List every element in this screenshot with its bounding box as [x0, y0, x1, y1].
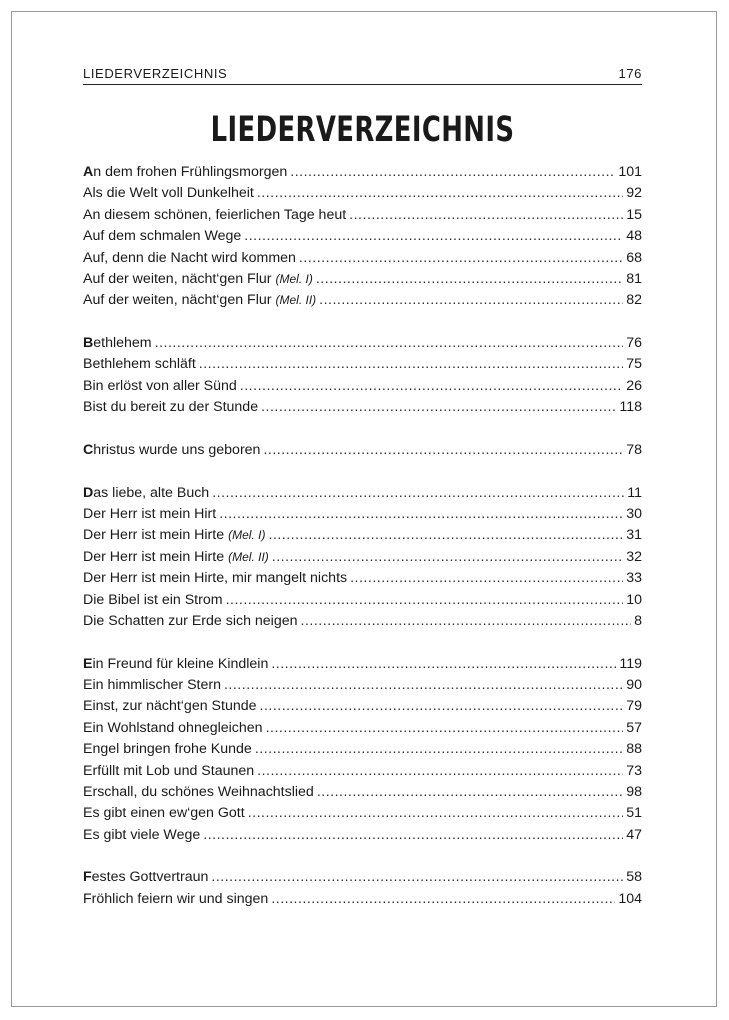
- dot-leader: [272, 547, 623, 568]
- page-number: 8: [634, 612, 642, 629]
- dot-leader: [219, 504, 623, 525]
- dot-leader: [248, 803, 624, 824]
- running-header: [83, 66, 642, 85]
- toc-entry: [83, 440, 642, 461]
- song-title: [83, 889, 268, 910]
- song-title: [83, 248, 296, 269]
- melody-note: (Mel. II): [228, 549, 269, 564]
- toc-entry: [83, 590, 642, 611]
- page-number: 10: [626, 591, 642, 608]
- page-number: 90: [626, 677, 642, 693]
- dot-leader: [299, 248, 623, 269]
- song-title-text: Der Herr ist mein Hirt: [83, 505, 217, 522]
- toc-entry: [83, 825, 642, 846]
- song-title-text: Ein Wohlstand ohnegleichen: [83, 719, 263, 736]
- song-title-text: hristus wurde uns geboren: [93, 441, 261, 458]
- dot-leader: [257, 183, 623, 204]
- dot-leader: [271, 889, 615, 910]
- toc-entry: [83, 376, 642, 397]
- toc-entry: [83, 889, 642, 910]
- page-number: 118: [619, 399, 642, 416]
- page-number: 30: [626, 505, 642, 522]
- song-title: [83, 290, 316, 311]
- toc-entry: [83, 739, 642, 760]
- section-initial: F: [83, 869, 92, 886]
- page-number: 48: [626, 228, 642, 245]
- dot-leader: [316, 269, 623, 290]
- page-number: 75: [626, 356, 642, 373]
- song-title: [83, 782, 314, 803]
- melody-note: (Mel. II): [275, 293, 317, 308]
- dot-leader: [319, 290, 623, 311]
- dot-leader: [226, 590, 624, 611]
- page-number: 78: [626, 441, 642, 458]
- toc-entry: [83, 568, 642, 589]
- page-number: 47: [626, 826, 642, 843]
- page-number: 73: [626, 762, 642, 779]
- toc-entry: [83, 547, 642, 568]
- song-title-text: Fröhlich feiern wir und singen: [83, 890, 269, 907]
- toc-entry: [83, 761, 642, 782]
- song-title: [83, 333, 152, 354]
- song-title-text: Auf der weiten, nächt‘gen Flur: [83, 292, 272, 309]
- song-title-text: Einst, zur nächt‘gen Stunde: [83, 698, 257, 715]
- dot-leader: [350, 568, 623, 589]
- song-title-text: Als die Welt voll Dunkelheit: [83, 185, 254, 202]
- header-page-number: 176: [618, 66, 642, 81]
- section-initial: C: [83, 441, 94, 458]
- toc-entry: [83, 782, 642, 803]
- page-number: 104: [618, 890, 642, 907]
- dot-leader: [268, 525, 623, 546]
- page-number: 51: [626, 805, 642, 822]
- song-title-text: as liebe, alte Buch: [93, 484, 210, 501]
- dot-leader: [244, 226, 623, 247]
- page-number: 88: [626, 741, 642, 758]
- song-title: [83, 162, 287, 183]
- dot-leader: [255, 739, 623, 760]
- section-initial: B: [83, 335, 94, 352]
- song-title: [83, 525, 265, 546]
- toc-entry: [83, 611, 642, 632]
- song-title: [83, 269, 313, 290]
- toc-entry: [83, 654, 642, 675]
- toc-entry: [83, 269, 642, 290]
- toc-entry: [83, 483, 642, 504]
- dot-leader: [240, 376, 623, 397]
- dot-leader: [212, 483, 624, 504]
- page-number: 11: [627, 484, 642, 501]
- page-number: 82: [626, 292, 642, 309]
- toc-entry: [83, 867, 642, 888]
- song-title: [83, 376, 237, 397]
- song-title: [83, 654, 268, 675]
- header-title: LIEDERVERZEICHNIS: [83, 66, 228, 81]
- melody-note: (Mel. I): [275, 271, 313, 286]
- toc-entry: [83, 675, 642, 696]
- song-title: [83, 504, 216, 525]
- toc-entry: [83, 803, 642, 824]
- song-title-text: Ein himmlischer Stern: [83, 677, 221, 693]
- dot-leader: [155, 333, 624, 354]
- song-title-text: estes Gottvertraun: [91, 869, 209, 886]
- song-title-text: Die Bibel ist ein Strom: [83, 591, 223, 608]
- page-number: 57: [626, 719, 642, 736]
- toc-entry: [83, 183, 642, 204]
- song-title: [83, 205, 346, 226]
- section-initial: D: [83, 484, 94, 501]
- song-title-text: Auf der weiten, nächt‘gen Flur: [83, 270, 272, 287]
- page-number: 76: [626, 335, 642, 352]
- song-title: [83, 354, 196, 375]
- page-number: 31: [626, 527, 642, 544]
- song-title-text: Die Schatten zur Erde sich neigen: [83, 612, 298, 629]
- dot-leader: [263, 440, 623, 461]
- song-title: [83, 675, 221, 696]
- section-initial: E: [83, 655, 93, 672]
- page-number: 58: [626, 869, 642, 886]
- song-title: [83, 825, 200, 846]
- song-title: [83, 226, 241, 247]
- page-number: 81: [626, 270, 642, 287]
- page-number: 79: [626, 698, 642, 715]
- toc-entry: [83, 248, 642, 269]
- dot-leader: [203, 825, 623, 846]
- dot-leader: [290, 162, 615, 183]
- song-title: [83, 761, 254, 782]
- song-title: [83, 440, 260, 461]
- song-title: [83, 547, 269, 568]
- toc-entry: [83, 354, 642, 375]
- page-number: 101: [618, 164, 642, 180]
- song-title: [83, 739, 252, 760]
- song-title: [83, 803, 245, 824]
- dot-leader: [317, 782, 623, 803]
- song-title-text: Bethlehem schläft: [83, 356, 196, 373]
- melody-note: (Mel. I): [228, 528, 266, 543]
- song-title-text: Es gibt einen ew‘gen Gott: [83, 805, 245, 822]
- song-title-text: Bin erlöst von aller Sünd: [83, 377, 237, 394]
- song-title: [83, 590, 223, 611]
- toc-entry: [83, 718, 642, 739]
- song-title-text: n dem frohen Frühlingsmorgen: [93, 164, 288, 180]
- toc-entry: [83, 162, 642, 183]
- toc-entry: [83, 504, 642, 525]
- toc-entry: [83, 226, 642, 247]
- page-number: 26: [626, 377, 642, 394]
- song-title-text: Erschall, du schönes Weihnachtslied: [83, 783, 314, 800]
- song-title: [83, 611, 298, 632]
- song-title-text: in Freund für kleine Kindlein: [92, 655, 269, 672]
- song-index-list: [83, 162, 642, 910]
- song-title-text: Auf dem schmalen Wege: [83, 228, 242, 245]
- toc-entry: [83, 333, 642, 354]
- song-title: [83, 718, 263, 739]
- song-title-text: Es gibt viele Wege: [83, 826, 201, 843]
- dot-leader: [266, 718, 624, 739]
- dot-leader: [224, 675, 623, 696]
- song-title: [83, 183, 254, 204]
- dot-leader: [271, 654, 616, 675]
- dot-leader: [349, 205, 623, 226]
- song-title-text: Der Herr ist mein Hirte: [83, 548, 225, 565]
- page-number: 119: [619, 655, 642, 672]
- toc-entry: [83, 525, 642, 546]
- page-number: 92: [626, 185, 642, 202]
- section-initial: A: [83, 164, 94, 180]
- page-number: 32: [626, 548, 642, 565]
- song-title-text: Der Herr ist mein Hirte: [83, 527, 225, 544]
- song-title-text: Auf, denn die Nacht wird kommen: [83, 249, 296, 266]
- page-title: LIEDERVERZEICHNIS: [210, 110, 515, 150]
- song-title-text: Erfüllt mit Lob und Staunen: [83, 762, 255, 779]
- dot-leader: [301, 611, 632, 632]
- song-title: [83, 483, 209, 504]
- song-title-text: Engel bringen frohe Kunde: [83, 741, 252, 758]
- song-title: [83, 397, 258, 418]
- page-number: 33: [626, 570, 642, 587]
- song-title-text: Der Herr ist mein Hirte, mir mangelt nichts: [83, 570, 348, 587]
- song-title: [83, 696, 257, 717]
- page-number: 15: [626, 206, 642, 223]
- song-title-text: Bist du bereit zu der Stunde: [83, 399, 259, 416]
- dot-leader: [261, 397, 616, 418]
- song-title-text: An diesem schönen, feierlichen Tage heut: [83, 206, 347, 223]
- song-title-text: ethlehem: [93, 335, 152, 352]
- toc-entry: [83, 290, 642, 311]
- song-title: [83, 867, 208, 888]
- toc-entry: [83, 696, 642, 717]
- dot-leader: [199, 354, 623, 375]
- dot-leader: [260, 696, 624, 717]
- page-number: 98: [626, 783, 642, 800]
- song-title: [83, 568, 347, 589]
- dot-leader: [211, 867, 623, 888]
- dot-leader: [257, 761, 623, 782]
- toc-entry: [83, 397, 642, 418]
- toc-entry: [83, 205, 642, 226]
- page-number: 68: [626, 249, 642, 266]
